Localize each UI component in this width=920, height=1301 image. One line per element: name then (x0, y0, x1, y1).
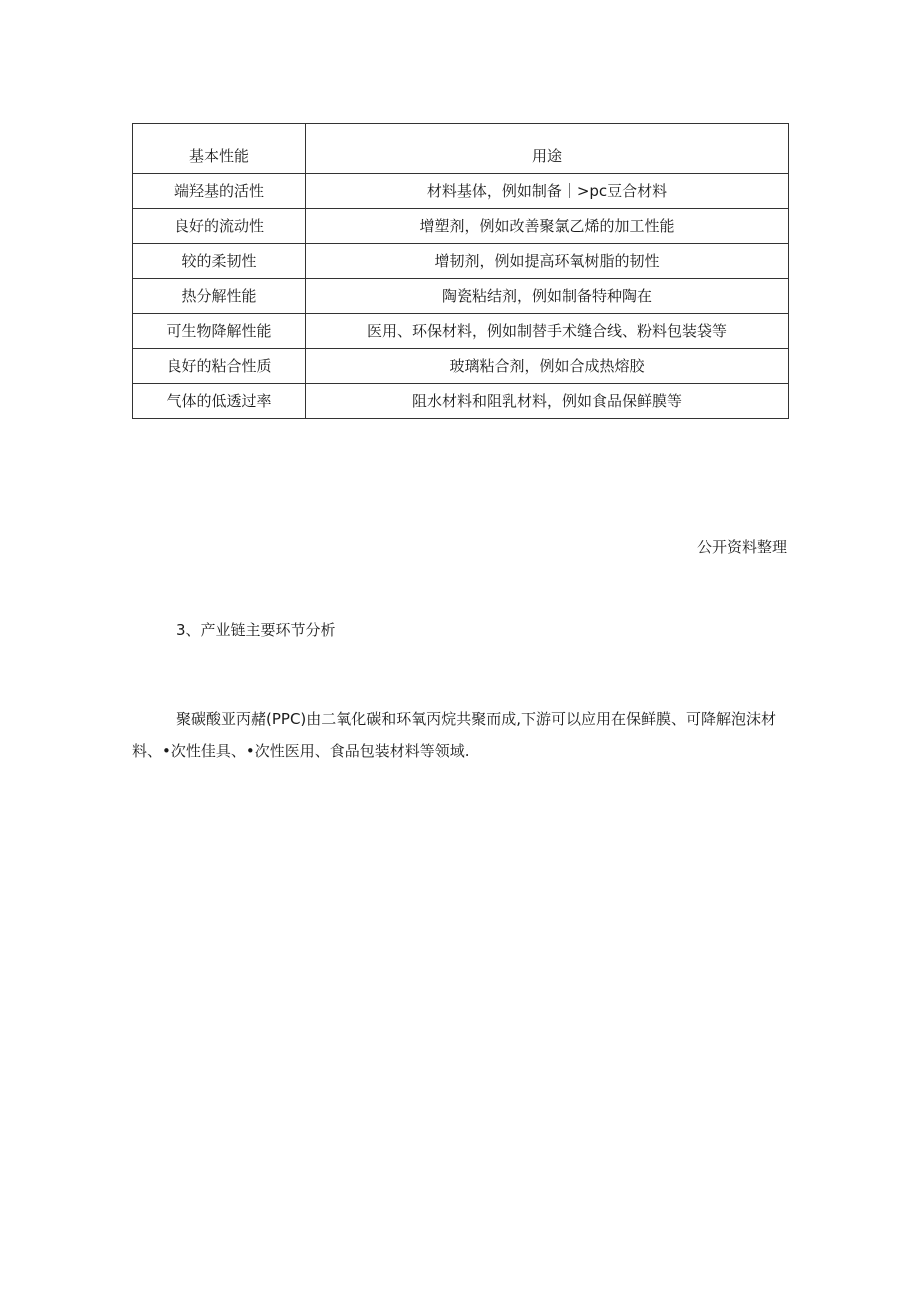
property-cell: 良好的粘合性质 (133, 349, 306, 384)
property-cell: 热分解性能 (133, 279, 306, 314)
table-row (133, 244, 789, 279)
table-row (133, 349, 789, 384)
usage-cell: 陶瓷粘结剂，例如制备特种陶在 (306, 279, 789, 314)
header-usage: 用途 (306, 124, 789, 174)
table-row (133, 209, 789, 244)
table-row (133, 174, 789, 209)
property-cell: 可生物降解性能 (133, 314, 306, 349)
property-cell: 气体的低透过率 (133, 384, 306, 419)
table-header-row (133, 124, 789, 174)
property-cell: 较的柔韧性 (133, 244, 306, 279)
body-paragraph: 聚碳酸亚丙赭(PPC)由二氧化碳和环氧丙烷共聚而成,下游可以应用在保鲜膜、可降解泡沫材料、•次性佳具、•次性医用、食品包装材料等领域. (132, 710, 777, 760)
source-note: 公开资料整理 (696, 538, 787, 556)
table-row (133, 279, 789, 314)
usage-cell: 材料基体，例如制备｜>pc豆合材料 (306, 174, 789, 209)
usage-cell: 玻璃粘合剂，例如合成热熔胶 (306, 349, 789, 384)
section-heading: 3、产业链主要环节分析 (176, 621, 336, 639)
header-basic-property: 基本性能 (133, 124, 306, 174)
usage-cell: 增塑剂，例如改善聚氯乙烯的加工性能 (306, 209, 789, 244)
property-cell: 端羟基的活性 (133, 174, 306, 209)
usage-cell: 增韧剂，例如提高环氧树脂的韧性 (306, 244, 789, 279)
table-row (133, 314, 789, 349)
usage-cell: 医用、环保材料，例如制替手术缝合线、粉料包装袋等 (306, 314, 789, 349)
properties-table (132, 123, 789, 419)
property-cell: 良好的流动性 (133, 209, 306, 244)
table-row (133, 384, 789, 419)
usage-cell: 阻水材料和阻乳材料，例如食品保鲜膜等 (306, 384, 789, 419)
